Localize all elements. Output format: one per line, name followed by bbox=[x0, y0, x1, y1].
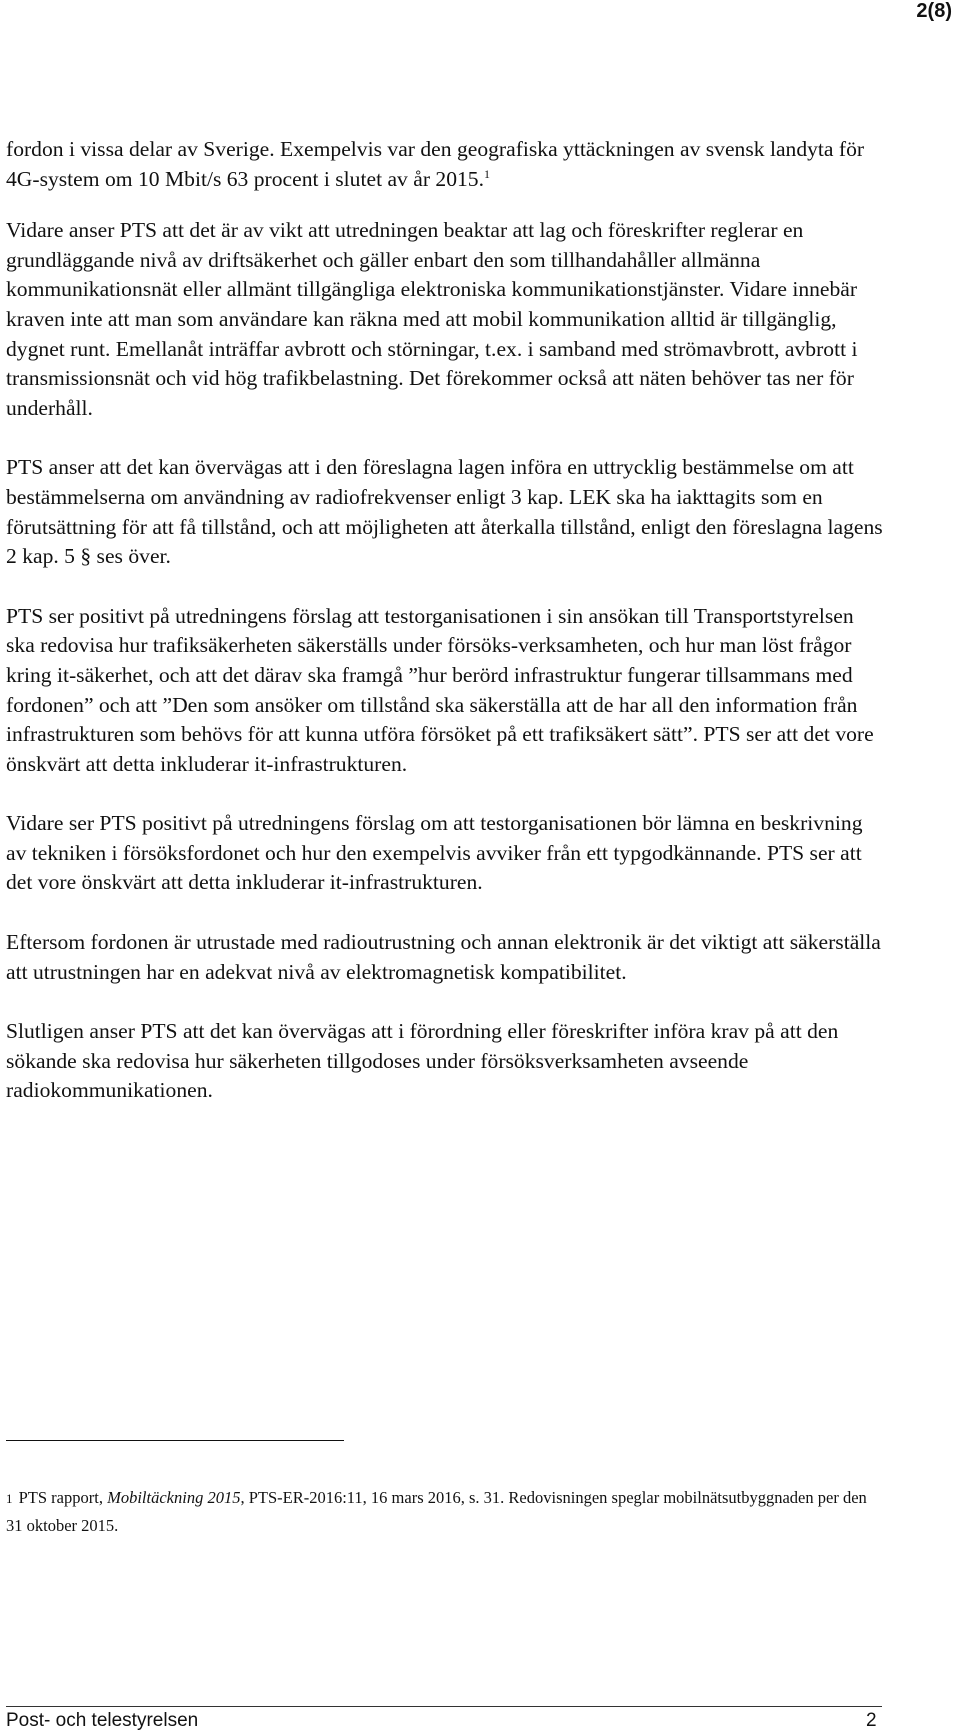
paragraph-emc: Eftersom fordonen är utrustade med radioutrustning och annan elektronik är det viktigt att säkerställa att utrustningen har en adekvat nivå av elektromagnetisk kompatibilitet. bbox=[6, 930, 881, 984]
paragraph-operational-reliability: Vidare anser PTS att det är av vikt att utredningen beaktar att lag och föreskrifter reglerar en grundläggande nivå av driftsäkerhet och gäller enbart den som tillhandahåller allmänna kommunikationsnät eller allmänt tillgängliga elektroniska kommunikationstjänster. Vidare innebär kraven inte att man som användare kan räkna med att mobil kommunikation alltid är tillgänglig, dygnet runt. Emellanåt inträffar avbrott och störningar, t.ex. i samband med strömavbrott, avbrott i transmissionsnät och vid hög trafikbelastning. Det förekommer också att näten behöver tas ner för underhåll. bbox=[6, 218, 858, 420]
footnote-reference[interactable]: 1 bbox=[484, 166, 491, 181]
paragraph-technology-description: Vidare ser PTS positivt på utredningens förslag om att testorganisationen bör lämna en beskrivning av tekniken i försöksfordonet och hur den exempelvis avviker från ett typgodkännande. PTS ser att det vore önskvärt att detta inkluderar it-infrastrukturen. bbox=[6, 811, 863, 895]
footer-page-number: 2 bbox=[866, 1710, 877, 1731]
footnote-prefix: PTS rapport, bbox=[18, 1488, 108, 1507]
paragraph-text: fordon i vissa delar av Sverige. Exempelvis var den geografiska yttäckningen av svensk landyta för 4G-system om 10 Mbit/s 63 procent i slutet av år 2015. bbox=[6, 137, 865, 191]
footer-organization: Post- och telestyrelsen bbox=[6, 1710, 199, 1731]
page-indicator: 2(8) bbox=[916, 0, 952, 22]
footnote-number: 1 bbox=[6, 1491, 13, 1506]
footnote-report-title: Mobiltäckning 2015 bbox=[107, 1488, 241, 1507]
paragraph-radio-communication: Slutligen anser PTS att det kan övervägas att i förordning eller föreskrifter införa krav på att den sökande ska redovisa hur säkerheten tillgodoses under försöksverksamheten avseende radiokommunikationen. bbox=[6, 1019, 839, 1103]
footer-divider bbox=[6, 1706, 882, 1707]
document-body bbox=[6, 135, 886, 1136]
paragraph-continuation bbox=[6, 135, 886, 194]
paragraph-radio-frequencies: PTS anser att det kan övervägas att i den föreslagna lagen införa en uttrycklig bestämmelse om att bestämmelserna om användning av radiofrekvenser enligt 3 kap. LEK ska ha iakttagits som en förutsättning för att få tillstånd, och att möjligheten att återkalla tillstånd, enligt den föreslagna lagens 2 kap. 5 § ses över. bbox=[6, 455, 883, 569]
footnote-separator bbox=[6, 1440, 344, 1441]
footnote bbox=[6, 1484, 876, 1539]
footnote-rest: , PTS-ER-2016:11, 16 mars 2016, s. 31. Redovisningen speglar mobilnätsutbyggnaden per den 31 oktober 2015. bbox=[6, 1488, 867, 1535]
paragraph-traffic-safety: PTS ser positivt på utredningens förslag att testorganisationen i sin ansökan till Transportstyrelsen ska redovisa hur trafiksäkerheten säkerställs under försöks-verksamheten, och hur man löst frågor kring it-säkerhet, och att det därav ska framgå ”hur berörd infrastruktur fungerar tillsammans med fordonen” och att ”Den som ansöker om tillstånd ska säkerställa att de har all den information från infrastrukturen som behövs för att kunna utföra försöket på ett trafiksäkert sätt”. PTS ser att det vore önskvärt att detta inkluderar it-infrastrukturen. bbox=[6, 603, 874, 776]
